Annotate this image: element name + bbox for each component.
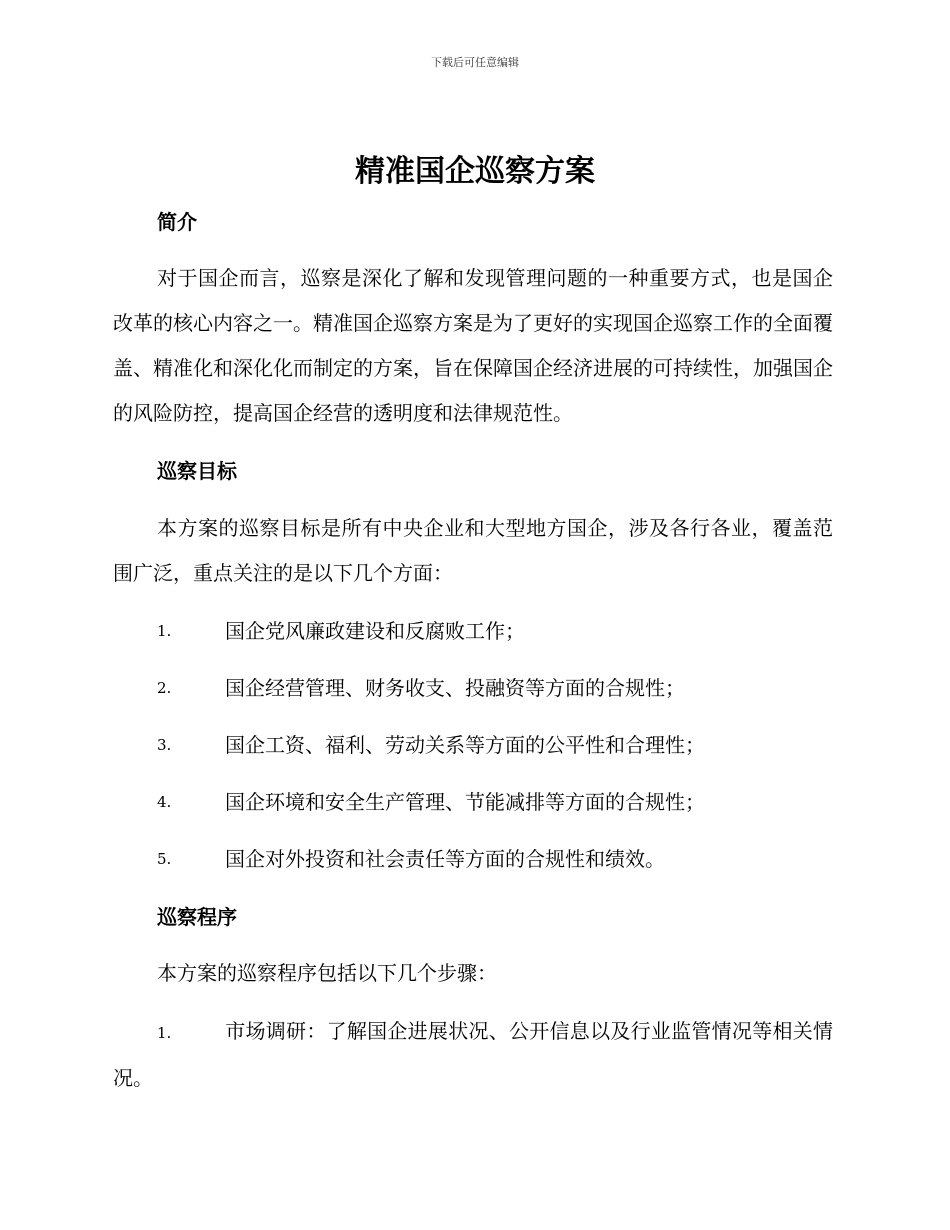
- list-item-number: 2.: [157, 679, 172, 697]
- procedure-paragraph: 本方案的巡察程序包括以下几个步骤：: [157, 961, 497, 985]
- list-item-text: 国企对外投资和社会责任等方面的合规性和绩效。: [225, 847, 665, 871]
- list-item-text: 国企党风廉政建设和反腐败工作；: [225, 619, 525, 643]
- document-title: 精准国企巡察方案: [355, 154, 595, 189]
- step-text: 市场调研：了解国企进展状况、公开信息以及行业监管情况等相关情况。: [113, 1019, 833, 1090]
- list-item-text: 国企经营管理、财务收支、投融资等方面的合规性；: [225, 676, 685, 700]
- goals-paragraph: 本方案的巡察目标是所有中央企业和大型地方国企，涉及各行各业，覆盖范围广泛，重点关注的是以下几个方面：: [113, 516, 833, 585]
- section-heading-intro: 简介: [157, 210, 197, 234]
- list-item-text: 国企工资、福利、劳动关系等方面的公平性和合理性；: [225, 733, 705, 757]
- section-heading-procedure: 巡察程序: [157, 905, 237, 929]
- page-header: 下载后可任意编辑: [431, 56, 519, 69]
- list-item-text: 国企环境和安全生产管理、节能减排等方面的合规性；: [225, 790, 705, 814]
- list-item-number: 3.: [157, 736, 172, 754]
- procedure-step: [113, 1009, 833, 1101]
- list-item-number: 4.: [157, 793, 172, 811]
- section-heading-goals: 巡察目标: [157, 459, 237, 483]
- intro-paragraph: 对于国企而言，巡察是深化了解和发现管理问题的一种重要方式，也是国企改革的核心内容之一。精准国企巡察方案是为了更好的实现国企巡察工作的全面覆盖、精准化和深化化而制定的方案，旨在保障国企经济进展的可持续性，加强国企的风险防控，提高国企经营的透明度和法律规范性。: [113, 266, 833, 425]
- step-number: 1.: [157, 1024, 172, 1042]
- list-item-number: 1.: [157, 622, 172, 640]
- list-item-number: 5.: [157, 850, 172, 868]
